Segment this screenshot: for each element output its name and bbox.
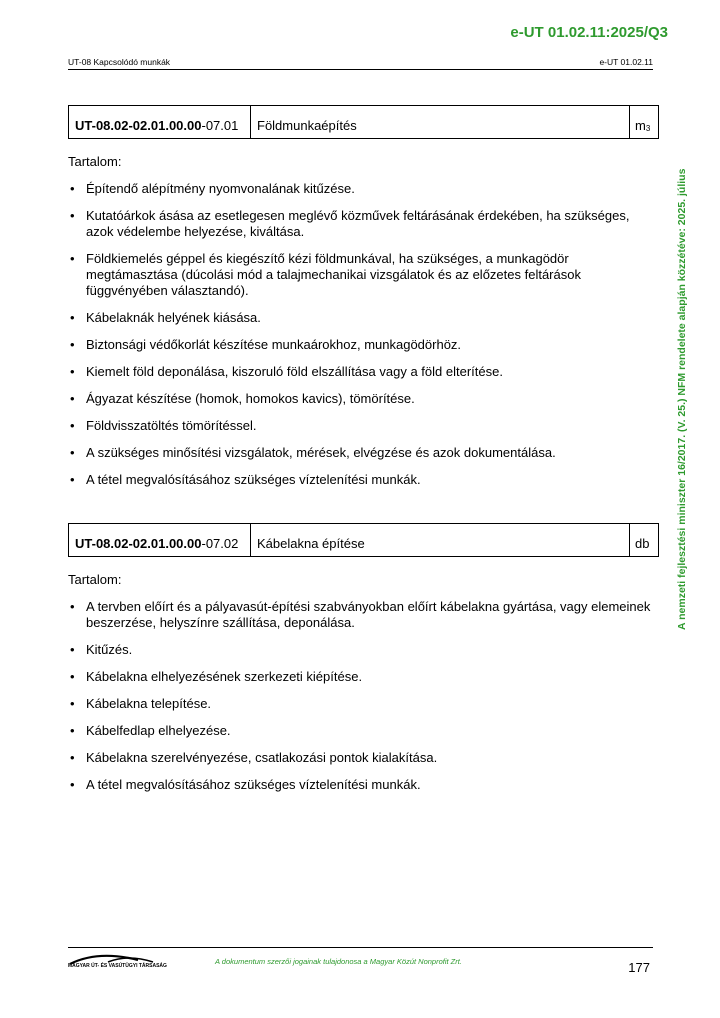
company-logo-icon [68, 952, 168, 972]
list-item: • A tétel megvalósításához szükséges víztelenítési munkák. [68, 777, 653, 793]
list-item: • Kábelakna szerelvényezése, csatlakozási pontok kialakítása. [68, 750, 653, 766]
list-item: • Kitűzés. [68, 642, 653, 658]
content-label: Tartalom: [68, 154, 122, 169]
item-header-table [68, 523, 659, 557]
list-item: • A szükséges minősítési vizsgálatok, mérések, elvégzése és azok dokumentálása. [68, 445, 653, 461]
item-code [69, 524, 251, 556]
item-unit [630, 106, 658, 138]
item-unit [630, 524, 658, 556]
list-item: • Kábelaknák helyének kiásása. [68, 310, 653, 326]
item-code-suffix: -07.01 [201, 118, 239, 133]
content-label: Tartalom: [68, 572, 122, 587]
list-item: • A tétel megvalósításához szükséges víztelenítési munkák. [68, 472, 653, 488]
item-code-bold: UT-08.02-02.01.00.00 [75, 118, 202, 133]
list-item: • Kutatóárkok ásása az esetlegesen meglévő közművek feltárásának érdekében, ha szükséges, azok védelembe helyezése, kiváltása. [68, 208, 653, 240]
list-item: • Földkiemelés géppel és kiegészítő kézi földmunkával, ha szükséges, a munkagödör megtámasztása (dúcolási mód a talajmechanikai vizsgálatok és az előzetes feltárások függvényében választandó). [68, 251, 653, 299]
list-item: • Építendő alépítmény nyomvonalának kitűzése. [68, 181, 653, 197]
list-item: • Kábelakna telepítése. [68, 696, 653, 712]
list-item: • A tervben előírt és a pályavasút-építési szabványokban előírt kábelakna gyártása, vagy elemeinek beszerzése, helyszínre szállítása, deponálása. [68, 599, 653, 631]
publication-note: A nemzeti fejlesztési miniszter 16/2017. (V. 25.) NFM rendelete alapján közzétéve: 2025. július [676, 168, 688, 630]
item-code-suffix: -07.02 [201, 536, 239, 551]
document-reference: e-UT 01.02.11 [599, 57, 653, 67]
list-item: • Kiemelt föld deponálása, kiszoruló föld elszállítása vagy a föld elterítése. [68, 364, 653, 380]
unit-base: db [635, 536, 650, 551]
item-header-table [68, 105, 659, 139]
running-header [68, 57, 653, 70]
page-number: 177 [628, 960, 650, 975]
item-code [69, 106, 251, 138]
footer-divider [68, 947, 653, 948]
unit-base: m [635, 118, 646, 133]
bullet-list-1 [68, 181, 653, 499]
list-item: • Ágyazat készítése (homok, homokos kavics), tömörítése. [68, 391, 653, 407]
item-name: Földmunkaépítés [251, 106, 630, 138]
unit-superscript: 3 [645, 124, 651, 133]
item-code-bold: UT-08.02-02.01.00.00 [75, 536, 202, 551]
document-code: e-UT 01.02.11:2025/Q3 [510, 24, 668, 41]
section-title: UT-08 Kapcsolódó munkák [68, 57, 171, 67]
copyright-notice: A dokumentum szerzői jogainak tulajdonosa a Magyar Közút Nonprofit Zrt. [215, 957, 462, 966]
list-item: • Kábelfedlap elhelyezése. [68, 723, 653, 739]
company-name: MAGYAR ÚT- ÉS VASÚTÜGYI TÁRSASÁG [68, 963, 167, 969]
list-item: • Kábelakna elhelyezésének szerkezeti kiépítése. [68, 669, 653, 685]
bullet-list-2 [68, 599, 653, 804]
list-item: • Biztonsági védőkorlát készítése munkaárokhoz, munkagödörhöz. [68, 337, 653, 353]
list-item: • Földvisszatöltés tömörítéssel. [68, 418, 653, 434]
item-name: Kábelakna építése [251, 524, 630, 556]
